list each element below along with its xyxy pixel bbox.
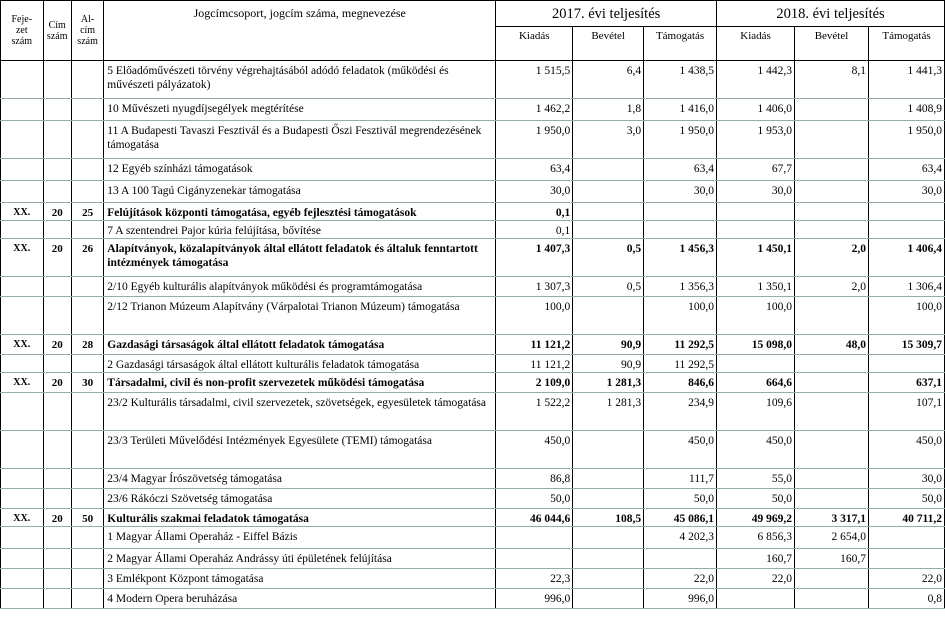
cell-fejezet	[1, 393, 44, 431]
cell-tamogatas-2018	[868, 355, 944, 373]
cell-kiadas-2018: 1 442,3	[717, 61, 795, 99]
cell-tamogatas-2018: 100,0	[868, 297, 944, 335]
cell-tamogatas-2017	[644, 549, 717, 569]
cell-fejezet	[1, 569, 44, 589]
cell-fejezet: XX.	[1, 373, 44, 393]
cell-tamogatas-2017: 45 086,1	[644, 509, 717, 527]
cell-tamogatas-2017: 30,0	[644, 181, 717, 203]
cell-cim	[43, 297, 71, 335]
cell-bevetel-2017: 0,5	[573, 239, 644, 277]
cell-name: 23/4 Magyar Írószövetség támogatása	[104, 469, 496, 489]
cell-name: Alapítványok, közalapítványok által ellátott feladatok és általuk fenntartott intézmények támogatása	[104, 239, 496, 277]
cell-bevetel-2017: 6,4	[573, 61, 644, 99]
cell-alcim	[71, 99, 103, 121]
cell-tamogatas-2018: 63,4	[868, 159, 944, 181]
cell-bevetel-2017: 1 281,3	[573, 373, 644, 393]
cell-kiadas-2018: 1 350,1	[717, 277, 795, 297]
header-fejezet: Feje- zet szám	[1, 1, 44, 61]
cell-kiadas-2017	[496, 549, 573, 569]
table-row	[1, 159, 945, 181]
cell-kiadas-2018	[717, 355, 795, 373]
cell-tamogatas-2018: 637,1	[868, 373, 944, 393]
table-row-group	[1, 335, 945, 355]
cell-kiadas-2017: 30,0	[496, 181, 573, 203]
cell-tamogatas-2018: 1 306,4	[868, 277, 944, 297]
cell-kiadas-2017: 86,8	[496, 469, 573, 489]
cell-name: 4 Modern Opera beruházása	[104, 589, 496, 609]
table-row	[1, 99, 945, 121]
cell-kiadas-2017: 1 522,2	[496, 393, 573, 431]
cell-alcim: 26	[71, 239, 103, 277]
cell-cim	[43, 589, 71, 609]
cell-fejezet	[1, 431, 44, 469]
table-row	[1, 61, 945, 99]
cell-alcim	[71, 221, 103, 239]
cell-bevetel-2017	[573, 159, 644, 181]
cell-cim	[43, 549, 71, 569]
cell-cim: 20	[43, 335, 71, 355]
cell-kiadas-2018	[717, 221, 795, 239]
cell-bevetel-2018: 2 654,0	[795, 527, 869, 549]
cell-name: Gazdasági társaságok által ellátott feladatok támogatása	[104, 335, 496, 355]
cell-bevetel-2017	[573, 181, 644, 203]
table-body	[1, 61, 945, 609]
cell-kiadas-2017: 1 407,3	[496, 239, 573, 277]
cell-fejezet	[1, 297, 44, 335]
cell-kiadas-2017: 22,3	[496, 569, 573, 589]
cell-kiadas-2018: 6 856,3	[717, 527, 795, 549]
cell-alcim: 28	[71, 335, 103, 355]
cell-alcim	[71, 181, 103, 203]
cell-tamogatas-2017: 100,0	[644, 297, 717, 335]
cell-name: 2/10 Egyéb kulturális alapítványok működési és programtámogatása	[104, 277, 496, 297]
cell-tamogatas-2017: 1 950,0	[644, 121, 717, 159]
cell-bevetel-2018	[795, 99, 869, 121]
header-kiadas-2018: Kiadás	[717, 27, 795, 61]
cell-bevetel-2017	[573, 569, 644, 589]
table-row	[1, 589, 945, 609]
cell-kiadas-2018: 30,0	[717, 181, 795, 203]
cell-cim	[43, 569, 71, 589]
cell-fejezet: XX.	[1, 335, 44, 355]
cell-kiadas-2017: 100,0	[496, 297, 573, 335]
table-row	[1, 469, 945, 489]
cell-cim	[43, 527, 71, 549]
cell-kiadas-2017: 46 044,6	[496, 509, 573, 527]
cell-kiadas-2018: 1 953,0	[717, 121, 795, 159]
cell-cim	[43, 121, 71, 159]
cell-tamogatas-2018: 1 441,3	[868, 61, 944, 99]
cell-alcim	[71, 121, 103, 159]
cell-fejezet: XX.	[1, 509, 44, 527]
cell-bevetel-2017	[573, 203, 644, 221]
cell-alcim: 50	[71, 509, 103, 527]
table-row	[1, 393, 945, 431]
cell-kiadas-2017	[496, 527, 573, 549]
cell-tamogatas-2018	[868, 527, 944, 549]
cell-alcim	[71, 393, 103, 431]
header-tamogatas-2018: Támogatás	[868, 27, 944, 61]
cell-alcim	[71, 489, 103, 509]
cell-name: 3 Emlékpont Központ támogatása	[104, 569, 496, 589]
cell-alcim	[71, 589, 103, 609]
cell-tamogatas-2018: 107,1	[868, 393, 944, 431]
cell-tamogatas-2017: 22,0	[644, 569, 717, 589]
cell-bevetel-2018: 160,7	[795, 549, 869, 569]
table-row	[1, 181, 945, 203]
cell-fejezet	[1, 181, 44, 203]
cell-cim: 20	[43, 203, 71, 221]
cell-tamogatas-2017: 4 202,3	[644, 527, 717, 549]
cell-kiadas-2017: 50,0	[496, 489, 573, 509]
cell-bevetel-2018: 2,0	[795, 239, 869, 277]
table-header	[1, 1, 945, 61]
cell-cim	[43, 99, 71, 121]
cell-name: 12 Egyéb színházi támogatások	[104, 159, 496, 181]
cell-tamogatas-2017	[644, 203, 717, 221]
cell-name: 13 A 100 Tagú Cigányzenekar támogatása	[104, 181, 496, 203]
cell-tamogatas-2017: 846,6	[644, 373, 717, 393]
cell-alcim	[71, 431, 103, 469]
cell-name: 11 A Budapesti Tavaszi Fesztivál és a Budapesti Őszi Fesztivál megrendezésének támogatása	[104, 121, 496, 159]
cell-tamogatas-2017: 1 438,5	[644, 61, 717, 99]
cell-tamogatas-2018: 50,0	[868, 489, 944, 509]
table-row	[1, 355, 945, 373]
cell-kiadas-2018: 109,6	[717, 393, 795, 431]
cell-alcim: 30	[71, 373, 103, 393]
header-alcim: Al- cím szám	[71, 1, 103, 61]
cell-tamogatas-2017: 1 356,3	[644, 277, 717, 297]
cell-kiadas-2017: 1 950,0	[496, 121, 573, 159]
header-year-2017: 2017. évi teljesítés	[496, 1, 717, 27]
cell-alcim: 25	[71, 203, 103, 221]
cell-kiadas-2017: 1 515,5	[496, 61, 573, 99]
table-row	[1, 121, 945, 159]
cell-tamogatas-2018	[868, 203, 944, 221]
cell-kiadas-2017: 0,1	[496, 221, 573, 239]
cell-bevetel-2018: 8,1	[795, 61, 869, 99]
cell-name: Társadalmi, civil és non-profit szervezetek működési támogatása	[104, 373, 496, 393]
cell-tamogatas-2017: 450,0	[644, 431, 717, 469]
cell-fejezet	[1, 159, 44, 181]
cell-alcim	[71, 61, 103, 99]
cell-cim	[43, 181, 71, 203]
cell-cim	[43, 489, 71, 509]
cell-kiadas-2018: 450,0	[717, 431, 795, 469]
cell-bevetel-2017: 90,9	[573, 335, 644, 355]
cell-fejezet	[1, 221, 44, 239]
cell-fejezet: XX.	[1, 203, 44, 221]
cell-alcim	[71, 159, 103, 181]
cell-alcim	[71, 355, 103, 373]
cell-kiadas-2017: 0,1	[496, 203, 573, 221]
table-row-group	[1, 373, 945, 393]
table-row	[1, 431, 945, 469]
cell-bevetel-2018	[795, 159, 869, 181]
cell-bevetel-2017: 108,5	[573, 509, 644, 527]
cell-tamogatas-2018: 1 950,0	[868, 121, 944, 159]
cell-tamogatas-2017: 1 456,3	[644, 239, 717, 277]
cell-tamogatas-2017: 111,7	[644, 469, 717, 489]
cell-cim: 20	[43, 239, 71, 277]
cell-tamogatas-2018: 1 408,9	[868, 99, 944, 121]
cell-alcim	[71, 469, 103, 489]
cell-tamogatas-2017: 11 292,5	[644, 355, 717, 373]
cell-name: 5 Előadóművészeti törvény végrehajtásából adódó feladatok (működési és művészeti pályázatok)	[104, 61, 496, 99]
cell-kiadas-2017: 11 121,2	[496, 335, 573, 355]
cell-tamogatas-2018: 0,8	[868, 589, 944, 609]
cell-fejezet	[1, 469, 44, 489]
cell-tamogatas-2018	[868, 221, 944, 239]
cell-bevetel-2017: 1,8	[573, 99, 644, 121]
cell-fejezet	[1, 527, 44, 549]
table-row	[1, 527, 945, 549]
cell-cim	[43, 393, 71, 431]
cell-kiadas-2018: 50,0	[717, 489, 795, 509]
cell-kiadas-2018: 22,0	[717, 569, 795, 589]
cell-bevetel-2018	[795, 221, 869, 239]
cell-bevetel-2017	[573, 221, 644, 239]
cell-kiadas-2017: 11 121,2	[496, 355, 573, 373]
cell-bevetel-2017	[573, 297, 644, 335]
cell-fejezet	[1, 277, 44, 297]
cell-tamogatas-2018: 30,0	[868, 181, 944, 203]
cell-tamogatas-2017: 11 292,5	[644, 335, 717, 355]
cell-cim	[43, 277, 71, 297]
cell-kiadas-2017: 63,4	[496, 159, 573, 181]
cell-bevetel-2018	[795, 355, 869, 373]
cell-bevetel-2017: 0,5	[573, 277, 644, 297]
cell-fejezet	[1, 355, 44, 373]
table-row	[1, 489, 945, 509]
cell-bevetel-2018	[795, 431, 869, 469]
cell-tamogatas-2017: 50,0	[644, 489, 717, 509]
cell-bevetel-2018	[795, 181, 869, 203]
cell-bevetel-2018	[795, 569, 869, 589]
cell-cim	[43, 61, 71, 99]
cell-name: Kulturális szakmai feladatok támogatása	[104, 509, 496, 527]
cell-tamogatas-2018: 15 309,7	[868, 335, 944, 355]
header-tamogatas-2017: Támogatás	[644, 27, 717, 61]
cell-bevetel-2018	[795, 203, 869, 221]
cell-bevetel-2017	[573, 469, 644, 489]
cell-bevetel-2017: 1 281,3	[573, 393, 644, 431]
table-row	[1, 297, 945, 335]
cell-kiadas-2018: 160,7	[717, 549, 795, 569]
cell-bevetel-2017	[573, 589, 644, 609]
cell-name: 7 A szentendrei Pajor kúria felújítása, bővítése	[104, 221, 496, 239]
cell-tamogatas-2017: 1 416,0	[644, 99, 717, 121]
table-row	[1, 277, 945, 297]
cell-cim: 20	[43, 373, 71, 393]
cell-kiadas-2017: 996,0	[496, 589, 573, 609]
cell-fejezet	[1, 489, 44, 509]
cell-cim	[43, 469, 71, 489]
cell-name: 23/2 Kulturális társadalmi, civil szervezetek, szövetségek, egyesületek támogatása	[104, 393, 496, 431]
header-kiadas-2017: Kiadás	[496, 27, 573, 61]
cell-bevetel-2017: 3,0	[573, 121, 644, 159]
cell-fejezet	[1, 121, 44, 159]
table-row-group	[1, 509, 945, 527]
cell-bevetel-2018: 3 317,1	[795, 509, 869, 527]
cell-fejezet	[1, 61, 44, 99]
cell-kiadas-2018: 67,7	[717, 159, 795, 181]
cell-fejezet	[1, 99, 44, 121]
cell-bevetel-2017	[573, 431, 644, 469]
cell-name: 1 Magyar Állami Operaház - Eiffel Bázis	[104, 527, 496, 549]
cell-bevetel-2017	[573, 527, 644, 549]
cell-tamogatas-2018: 22,0	[868, 569, 944, 589]
cell-tamogatas-2017	[644, 221, 717, 239]
cell-cim: 20	[43, 509, 71, 527]
cell-name: 23/6 Rákóczi Szövetség támogatása	[104, 489, 496, 509]
header-bevetel-2017: Bevétel	[573, 27, 644, 61]
cell-kiadas-2018: 1 406,0	[717, 99, 795, 121]
cell-kiadas-2017: 1 462,2	[496, 99, 573, 121]
cell-kiadas-2017: 1 307,3	[496, 277, 573, 297]
cell-kiadas-2018: 49 969,2	[717, 509, 795, 527]
cell-name: 10 Művészeti nyugdíjsegélyek megtérítése	[104, 99, 496, 121]
cell-name: 2 Gazdasági társaságok által ellátott kulturális feladatok támogatása	[104, 355, 496, 373]
header-cim: Cím szám	[43, 1, 71, 61]
cell-kiadas-2018: 664,6	[717, 373, 795, 393]
cell-kiadas-2017: 450,0	[496, 431, 573, 469]
cell-alcim	[71, 277, 103, 297]
cell-bevetel-2017: 90,9	[573, 355, 644, 373]
cell-fejezet	[1, 589, 44, 609]
cell-kiadas-2018: 15 098,0	[717, 335, 795, 355]
cell-kiadas-2018: 55,0	[717, 469, 795, 489]
cell-bevetel-2018	[795, 373, 869, 393]
table-row	[1, 569, 945, 589]
header-year-2018: 2018. évi teljesítés	[717, 1, 945, 27]
cell-bevetel-2017	[573, 549, 644, 569]
header-name: Jogcímcsoport, jogcím száma, megnevezése	[104, 1, 496, 61]
cell-tamogatas-2018: 30,0	[868, 469, 944, 489]
cell-kiadas-2018	[717, 203, 795, 221]
cell-name: 2 Magyar Állami Operaház Andrássy úti épületének felújítása	[104, 549, 496, 569]
cell-fejezet: XX.	[1, 239, 44, 277]
cell-bevetel-2018: 48,0	[795, 335, 869, 355]
cell-kiadas-2018: 1 450,1	[717, 239, 795, 277]
cell-bevetel-2018	[795, 489, 869, 509]
cell-tamogatas-2017: 234,9	[644, 393, 717, 431]
cell-alcim	[71, 527, 103, 549]
cell-bevetel-2018	[795, 469, 869, 489]
cell-tamogatas-2018: 1 406,4	[868, 239, 944, 277]
cell-name: 23/3 Területi Művelődési Intézmények Egyesülete (TEMI) támogatása	[104, 431, 496, 469]
cell-bevetel-2018	[795, 393, 869, 431]
cell-name: 2/12 Trianon Múzeum Alapítvány (Várpalotai Trianon Múzeum) támogatása	[104, 297, 496, 335]
cell-tamogatas-2017: 63,4	[644, 159, 717, 181]
cell-alcim	[71, 569, 103, 589]
cell-tamogatas-2018: 450,0	[868, 431, 944, 469]
cell-kiadas-2018: 100,0	[717, 297, 795, 335]
cell-kiadas-2018	[717, 589, 795, 609]
cell-kiadas-2017: 2 109,0	[496, 373, 573, 393]
cell-fejezet	[1, 549, 44, 569]
cell-tamogatas-2017: 996,0	[644, 589, 717, 609]
cell-cim	[43, 221, 71, 239]
table-row	[1, 221, 945, 239]
header-bevetel-2018: Bevétel	[795, 27, 869, 61]
cell-cim	[43, 355, 71, 373]
cell-bevetel-2018	[795, 297, 869, 335]
cell-alcim	[71, 549, 103, 569]
cell-bevetel-2018: 2,0	[795, 277, 869, 297]
cell-tamogatas-2018: 40 711,2	[868, 509, 944, 527]
cell-tamogatas-2018	[868, 549, 944, 569]
table-row	[1, 549, 945, 569]
cell-bevetel-2018	[795, 121, 869, 159]
table-row-group	[1, 239, 945, 277]
cell-cim	[43, 159, 71, 181]
cell-bevetel-2017	[573, 489, 644, 509]
cell-cim	[43, 431, 71, 469]
table-row-group	[1, 203, 945, 221]
cell-bevetel-2018	[795, 589, 869, 609]
cell-alcim	[71, 297, 103, 335]
cell-name: Felújítások központi támogatása, egyéb fejlesztési támogatások	[104, 203, 496, 221]
